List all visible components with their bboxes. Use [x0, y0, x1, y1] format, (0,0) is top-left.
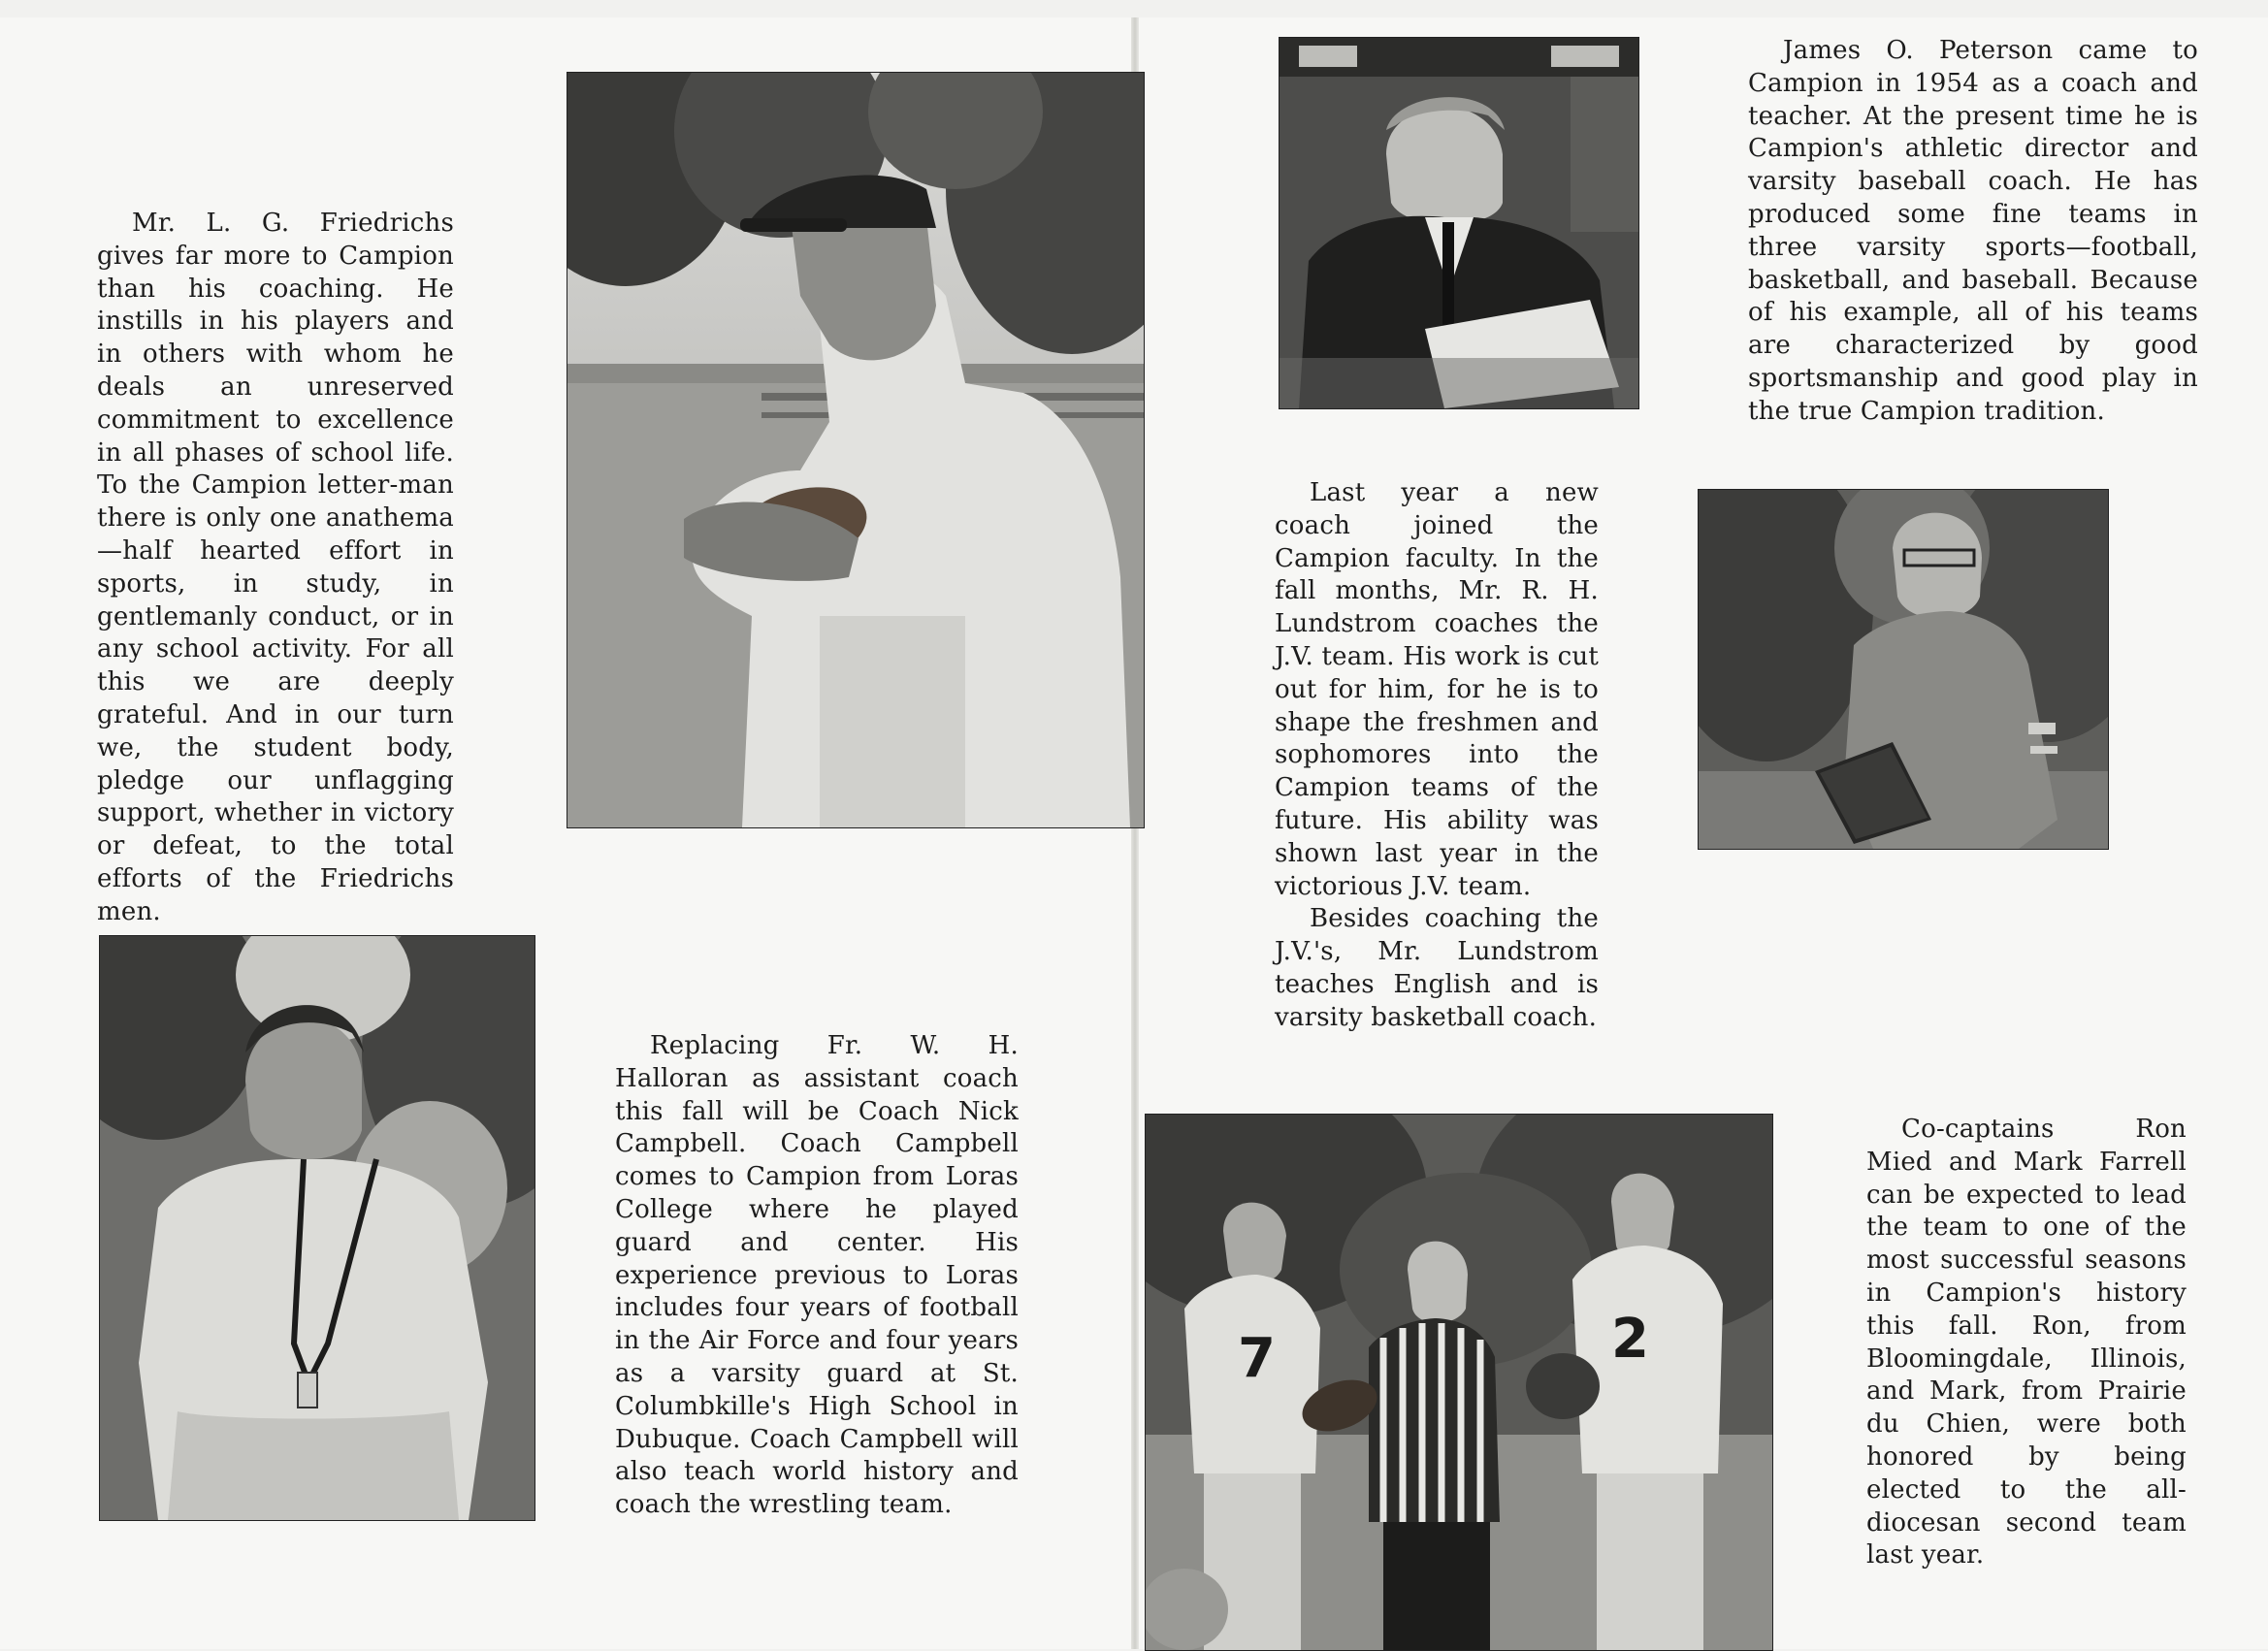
- friedrichs-caption: [97, 208, 454, 929]
- lundstrom-paragraph-1: Last year a new coach joined the Campion faculty. In the fall months, Mr. R. H. Lundstrom coaches the J.V. team. His work is cut out for him, for he is to shape the freshmen and sophomores into the Campion teams of the future. His ability was shown last year in the victorious J.V. team.: [1275, 478, 1599, 901]
- photo-lundstrom-with-clipboard: [1698, 489, 2109, 850]
- cocaptains-paragraph: Co-captains Ron Mied and Mark Farrell can be expected to lead the team to one of the most successful seasons in Campion's history this fall. Ron, from Bloomingdale, Illinois, and Mark, from Prairie du Chien, were both honored by being elected to the all-diocesan second team last year.: [1866, 1115, 2187, 1570]
- friedrichs-paragraph: Mr. L. G. Friedrichs gives far more to Campion than his coaching. He instills in his players and in others with whom he deals an unreserved commitment to excellence in all phases of school life. To the Campion letter-man there is only one anathema—half hearted effort in sports, in study, in gentlemanly conduct, or in any school activity. For all this we are deeply grateful. And in our turn we, the student body, pledge our unflagging support, whether in victory or defeat, to the total efforts of the Friedrichs men.: [97, 209, 454, 926]
- left-jersey-number: 7: [1238, 1327, 1276, 1390]
- peterson-paragraph: James O. Peterson came to Campion in 1954 as a coach and teacher. At the present time he is Campion's athletic director and varsity baseball coach. He has produced some fine teams in three varsity sports—football, basketball, and baseball. Because of his example, all of his teams are characterized by good sportsmanship and good play in the true Campion tradition.: [1748, 36, 2198, 426]
- cocaptains-caption: [1866, 1114, 2187, 1572]
- campbell-caption: [615, 1030, 1019, 1522]
- photo-campbell-coach-with-whistle: [99, 935, 535, 1521]
- lundstrom-paragraph-2: Besides coaching the J.V.'s, Mr. Lundstrom teaches English and is varsity basketball coach.: [1275, 904, 1599, 1032]
- peterson-caption: [1748, 35, 2198, 429]
- photo-friedrichs-coach-with-football: [567, 72, 1145, 828]
- photo-peterson-at-desk: [1279, 37, 1639, 409]
- campbell-paragraph: Replacing Fr. W. H. Halloran as assistant coach this fall will be Coach Nick Campbell. Coach Campbell comes to Campion from Loras College where he played guard and center. His experience previous to Loras includes four years of football in the Air Force and four years as a varsity guard at St. Columbkille's High School in Dubuque. Coach Campbell will also teach world history and coach the wrestling team.: [615, 1031, 1019, 1520]
- photo-cocaptains-with-referee: [1145, 1114, 1773, 1651]
- right-jersey-number: 2: [1611, 1308, 1649, 1371]
- lundstrom-caption: [1275, 477, 1599, 1035]
